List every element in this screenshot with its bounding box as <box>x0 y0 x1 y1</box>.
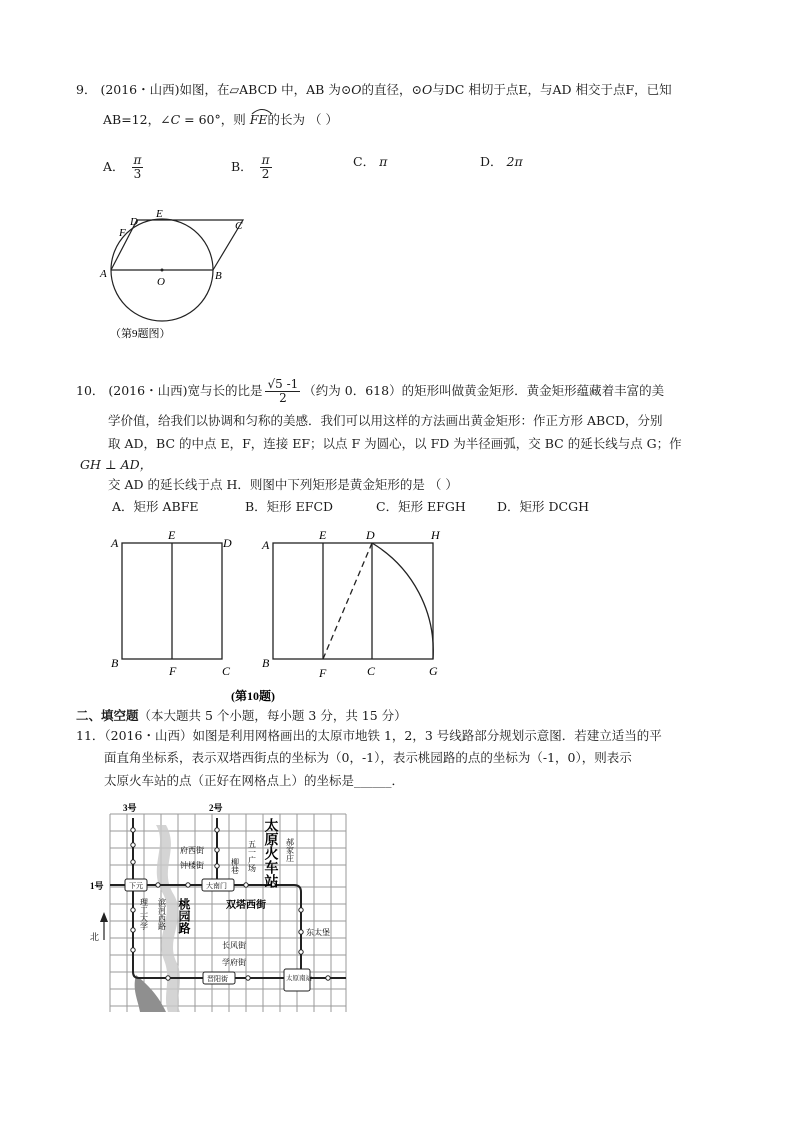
q11-line2: 面直角坐标系，表示双塔西街点的坐标为（0，-1），表示桃园路的点的坐标为（-1，0），则表示 <box>104 750 632 765</box>
place-liuxiang: 柳巷 <box>230 858 240 874</box>
q11-subway-map <box>88 800 353 1018</box>
q10-figure <box>105 525 455 705</box>
q10-option-b: B．矩形 EFCD <box>245 499 334 514</box>
q9-option-a: A． $\frac{\pi}{3}$ <box>103 153 142 181</box>
q9-option-b: B． $\frac{\pi}{2}$ <box>231 153 270 181</box>
section2-title: 二、填空题 <box>76 708 139 723</box>
place-haojiazhuang: 郝家庄 <box>285 838 295 862</box>
label-d: D <box>130 216 138 228</box>
station-dananmen: 大南门 <box>206 882 227 890</box>
l-label-a: A <box>111 536 119 550</box>
q9-option-c: C． π <box>353 154 388 169</box>
r-label-d: D <box>366 528 375 542</box>
q10-ratio-fraction: $\frac{√5 -1}{2}$ <box>267 377 299 405</box>
q10-line3: 取 AD，BC 的中点 E，F，连接 EF；以点 F 为圆心，以 FD 为半径画弧，交 BC 的延长线与点 G；作 <box>108 436 682 451</box>
q10-caption: (第10题) <box>231 689 275 703</box>
place-taoyuan: 桃园路 <box>177 898 191 934</box>
label-c: C <box>235 220 243 232</box>
q11-line3: 太原火车站的点（正好在网格点上）的坐标是______． <box>104 773 405 788</box>
label-a: A <box>100 268 107 280</box>
q10-option-c: C．矩形 EFGH <box>376 499 466 514</box>
q9-option-d: D． 2π <box>480 154 523 169</box>
q10-line4: GH ⊥ AD， <box>80 457 153 472</box>
l-label-c: C <box>222 664 231 678</box>
l-label-f: F <box>169 664 177 678</box>
r-label-a: A <box>262 538 270 552</box>
place-fuxijie: 府西街 <box>180 846 204 855</box>
q11-source: （2016・山西） <box>104 728 193 743</box>
q10-number: 10． <box>76 383 105 398</box>
q10-line1: 10． (2016・山西)宽与长的比是 $\frac{√5 -1}{2}$ （约为 0．618）的矩形叫做黄金矩形．黄金矩形蕴藏着丰富的美 <box>76 377 665 405</box>
north-label: 北 <box>90 932 100 942</box>
q9-figure <box>95 205 265 345</box>
place-shuangta: 双塔西街 <box>226 900 266 911</box>
r-label-e: E <box>319 528 327 542</box>
q10-option-a: A．矩形 ABFE <box>112 499 199 514</box>
place-ligong: 理工大学 <box>139 898 149 930</box>
r-label-f: F <box>319 666 327 680</box>
r-label-h: H <box>431 528 440 542</box>
q9-source: (2016・山西) <box>100 82 180 97</box>
place-binhe: 滨河西路 <box>157 898 167 930</box>
l-label-d: D <box>223 536 232 550</box>
label-e: E <box>156 208 163 220</box>
l-label-b: B <box>111 656 119 670</box>
arc-fe: FE <box>250 110 268 127</box>
label-b: B <box>215 270 222 282</box>
dashed-fd <box>323 543 372 659</box>
q9-line1: 9． (2016・山西)如图，在▱ABCD 中，AB 为⊙O的直径，⊙O与DC 相切于点E，与AD 相交于点F，已知 <box>76 82 672 97</box>
station-jinyangjie: 晋阳街 <box>207 975 228 983</box>
label-o: O <box>157 276 165 288</box>
q10-line5: 交 AD 的延长线于点 H．则图中下列矩形是黄金矩形的是 （ ） <box>108 477 458 492</box>
section2-note: （本大题共 5 个小题，每小题 3 分，共 15 分） <box>138 708 407 723</box>
r-label-c: C <box>367 664 376 678</box>
station-taiyuan-south: 太原南站 <box>286 975 312 982</box>
q9-number: 9． <box>76 82 97 97</box>
q10-line2: 学价值，给我们以协调和匀称的美感．我们可以用这样的方法画出黄金矩形：作正方形 ABCD，分别 <box>108 413 663 428</box>
r-label-b: B <box>262 656 270 670</box>
q9-option-a-fraction: $\frac{\pi}{3}$ <box>133 153 142 181</box>
q9-line2: AB=12，∠C = 60°，则 FE的长为 （ ） <box>103 110 338 128</box>
line-1-label: 1号 <box>90 881 104 891</box>
q11-line1: 11．（2016・山西）如图是利用网格画出的太原市地铁 1，2，3 号线路部分规划示意图．若建立适当的平 <box>76 728 662 743</box>
arc-mark-icon <box>250 107 274 115</box>
arc-dg <box>372 543 433 659</box>
place-changfeng: 长风街 <box>222 941 246 950</box>
q10-source: (2016・山西) <box>108 383 188 398</box>
place-train-station: 太原火车站 <box>262 818 278 888</box>
station-xiayuan: 下元 <box>129 882 143 890</box>
rect-abgh-right <box>273 543 433 659</box>
l-label-e: E <box>168 528 176 542</box>
q9-options <box>103 146 563 180</box>
q11-number: 11． <box>76 728 105 743</box>
section2-heading <box>76 706 407 724</box>
q10-option-d: D．矩形 DCGH <box>497 499 589 514</box>
r-label-g: G <box>429 664 438 678</box>
north-arrow-icon <box>100 912 108 940</box>
place-dongtaibao: 东太堡 <box>306 928 330 937</box>
place-wuyi: 五一广场 <box>247 840 257 872</box>
line-2-label: 2号 <box>209 803 223 813</box>
q9-option-b-fraction: $\frac{\pi}{2}$ <box>261 153 270 181</box>
place-xuefu: 学府街 <box>222 958 246 967</box>
center-dot <box>161 269 164 272</box>
q9-caption: （第9题图） <box>110 328 171 340</box>
place-zhonglou: 钟楼街 <box>180 861 204 870</box>
line-3-label: 3号 <box>123 803 137 813</box>
label-f: F <box>119 227 126 239</box>
q10-options <box>112 497 632 515</box>
